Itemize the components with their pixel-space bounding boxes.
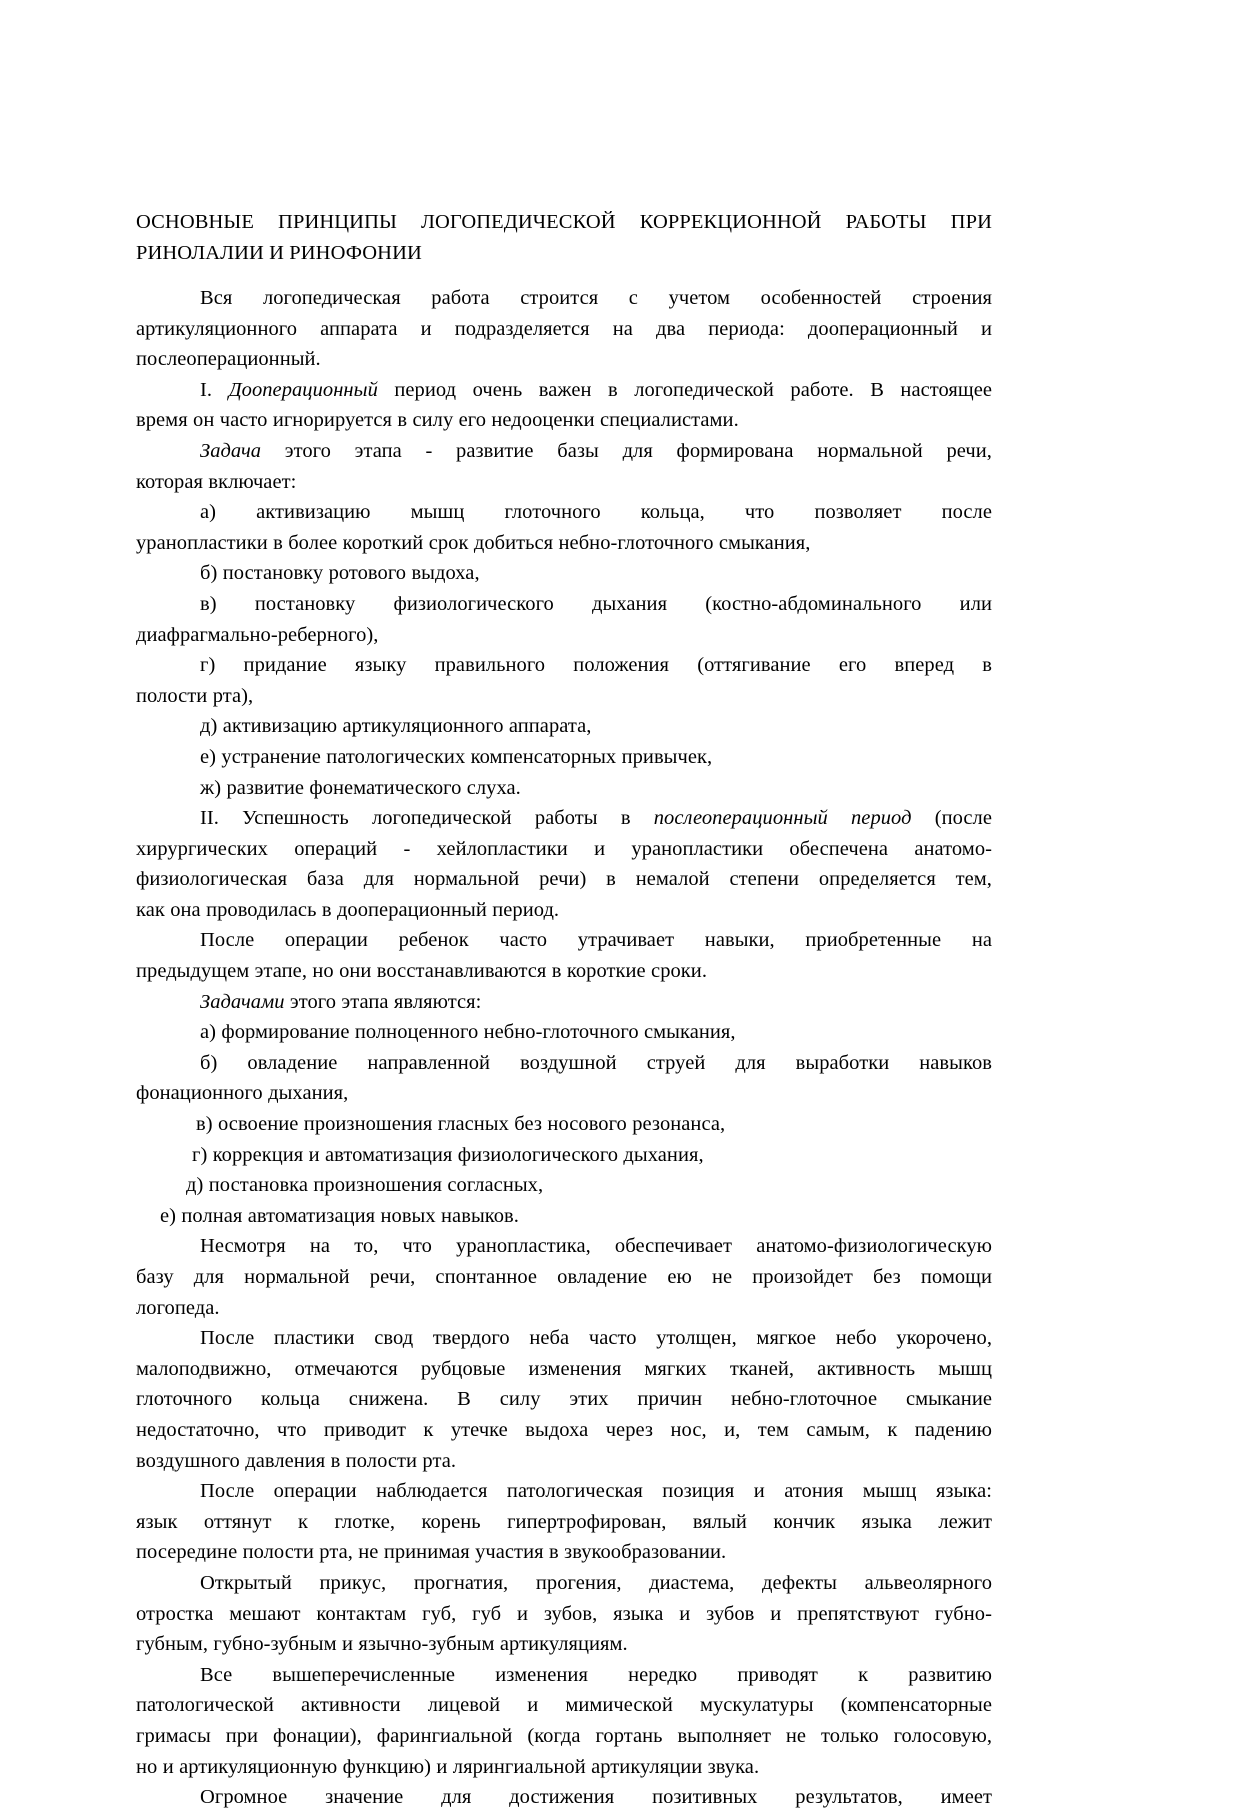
list-item-b-preop <box>136 558 992 589</box>
text-line <box>136 436 992 467</box>
text-line: фонационного дыхания, <box>136 1082 349 1105</box>
text-line <box>136 375 992 406</box>
paragraph-tongue-position <box>136 1476 992 1568</box>
title-spacer <box>136 269 992 283</box>
text-line: После пластики свод твердого неба часто утолщен, мягкое небо укорочено, <box>200 1327 992 1350</box>
text-line <box>136 803 992 834</box>
text-line: базу для нормальной речи, спонтанное овладение ею не произойдет без помощи <box>136 1266 992 1288</box>
text-line: уранопластики в более короткий срок добиться небно-глоточного смыкания, <box>136 531 811 554</box>
paragraph-tasks-stage <box>136 987 992 1018</box>
text-line: После операции наблюдается патологическая позиция и атония мышц языка: <box>200 1480 992 1503</box>
text-line: послеоперационный. <box>136 348 321 371</box>
text-line: посередине полости рта, не принимая участия в звукообразовании. <box>136 1541 727 1564</box>
text-line: Вся логопедическая работа строится с учетом особенностей строения <box>200 287 992 309</box>
list-item-v-preop <box>136 589 992 650</box>
emphasis-preoperative: Дооперационный <box>228 378 378 401</box>
numeral-one: I. <box>200 378 229 401</box>
text-line: патологической активности лицевой и мимической мускулатуры (компенсаторные <box>136 1694 992 1717</box>
text-line: в) освоение произношения гласных без носового резонанса, <box>196 1113 726 1136</box>
text-line: время он часто игнорируется в силу его недооценки специалистами. <box>136 409 739 432</box>
list-item-a-preop <box>136 497 992 558</box>
text-line: д) активизацию артикуляционного аппарата, <box>200 715 592 738</box>
paragraph-all-changes <box>136 1660 992 1782</box>
text-line: г) придание языку правильного положения (оттягивание его вперед в <box>200 654 992 677</box>
emphasis-tasks: Задачами <box>200 990 285 1013</box>
text-line: отростка мешают контактам губ, губ и зубов, языка и зубов и препятствуют губно- <box>136 1602 992 1625</box>
list-item-a-postop <box>136 1017 992 1048</box>
paragraph-open-bite <box>136 1568 992 1660</box>
text-line: д) постановка произношения согласных, <box>186 1174 544 1197</box>
text-line: но и артикуляционную функцию) и лярингиальной артикуляции звука. <box>136 1755 760 1778</box>
text-line <box>136 987 992 1018</box>
text-line: Все вышеперечисленные изменения нередко приводят к развитию <box>200 1663 992 1686</box>
text-run: период очень важен в логопедической работе. В настоящее <box>377 378 992 401</box>
text-line: глоточного кольца снижена. В силу этих причин небно-глоточное смыкание <box>136 1388 992 1411</box>
text-line: язык оттянут к глотке, корень гипертрофирован, вялый кончик языка лежит <box>136 1510 992 1533</box>
text-line: которая включает: <box>136 470 297 493</box>
text-line: артикуляционного аппарата и подразделяется на два периода: дооперационный и <box>136 317 992 340</box>
text-line: логопеда. <box>136 1296 220 1319</box>
page-title <box>136 207 992 269</box>
paragraph-uranoplasty <box>136 1231 992 1323</box>
text-line: воздушного давления в полости рта. <box>136 1449 457 1472</box>
numeral-two: II. Успешность логопедической работы в <box>200 807 654 830</box>
text-line: Несмотря на то, что уранопластика, обеспечивает анатомо-физиологическую <box>200 1235 992 1258</box>
paragraph-after-plasty <box>136 1323 992 1476</box>
paragraph-preop-period <box>136 375 992 436</box>
text-line: физиологическая база для нормальной речи) в немалой степени определяется тем, <box>136 868 992 891</box>
paragraph-postop-period <box>136 803 992 925</box>
text-line: а) формирование полноценного небно-глоточного смыкания, <box>200 1021 736 1044</box>
list-item-d-preop <box>136 711 992 742</box>
paragraph-intro <box>136 283 992 375</box>
text-line: недостаточно, что приводит к утечке выдоха через нос, и, тем самым, к падению <box>136 1418 992 1441</box>
text-line: губным, губно-зубным и язычно-зубным артикуляциям. <box>136 1633 628 1656</box>
text-line: гримасы при фонации), фарингиальной (когда гортань выполняет не только голосовую, <box>136 1724 992 1747</box>
paragraph-task <box>136 436 992 497</box>
text-run: этого этапа - развитие базы для формирована нормальной речи, <box>261 439 992 462</box>
list-item-zh-preop <box>136 773 992 804</box>
text-line: хирургических операций - хейлопластики и уранопластики обеспечена анатомо- <box>136 837 992 860</box>
text-line: а) активизацию мышц глоточного кольца, что позволяет после <box>200 501 992 524</box>
text-run: этого этапа являются: <box>284 990 482 1013</box>
text-line: как она проводилась в дооперационный период. <box>136 898 560 921</box>
list-item-g-postop <box>136 1140 992 1171</box>
text-line: в) постановку физиологического дыхания (костно-абдоминального или <box>200 592 992 615</box>
list-item-b-postop <box>136 1048 992 1109</box>
emphasis-postoperative-period: послеоперационный период <box>653 807 912 830</box>
text-line: е) устранение патологических компенсаторных привычек, <box>200 745 713 768</box>
text-line: б) овладение направленной воздушной струей для выработки навыков <box>200 1051 992 1074</box>
list-item-v-postop <box>136 1109 992 1140</box>
text-run: (после <box>911 807 992 830</box>
list-item-e-postop <box>136 1201 992 1232</box>
paragraph-after-surgery-skills <box>136 925 992 986</box>
text-line: Открытый прикус, прогнатия, прогения, диастема, дефекты альвеолярного <box>200 1571 992 1594</box>
text-line: б) постановку ротового выдоха, <box>200 562 480 585</box>
text-line: ж) развитие фонематического слуха. <box>200 776 521 799</box>
text-line: После операции ребенок часто утрачивает навыки, приобретенные на <box>200 929 992 952</box>
title-line-1: ОСНОВНЫЕ ПРИНЦИПЫ ЛОГОПЕДИЧЕСКОЙ КОРРЕКЦИОННОЙ РАБОТЫ ПРИ <box>136 211 992 233</box>
title-line-2: РИНОЛАЛИИ И РИНОФОНИИ <box>136 242 422 264</box>
text-line: малоподвижно, отмечаются рубцовые изменения мягких тканей, активность мышц <box>136 1357 992 1380</box>
text-line: диафрагмально-реберного), <box>136 623 379 646</box>
paragraph-great-importance <box>136 1782 992 1813</box>
text-line: предыдущем этапе, но они восстанавливаются в короткие сроки. <box>136 960 708 983</box>
list-item-g-preop <box>136 650 992 711</box>
text-line: полости рта), <box>136 684 254 707</box>
text-line: г) коррекция и автоматизация физиологического дыхания, <box>192 1143 704 1166</box>
list-item-d-postop <box>136 1170 992 1201</box>
emphasis-task: Задача <box>200 439 262 462</box>
text-line: е) полная автоматизация новых навыков. <box>160 1204 519 1227</box>
text-line: Огромное значение для достижения позитивных результатов, имеет <box>200 1786 992 1809</box>
document-body <box>136 207 992 1813</box>
list-item-e-preop <box>136 742 992 773</box>
